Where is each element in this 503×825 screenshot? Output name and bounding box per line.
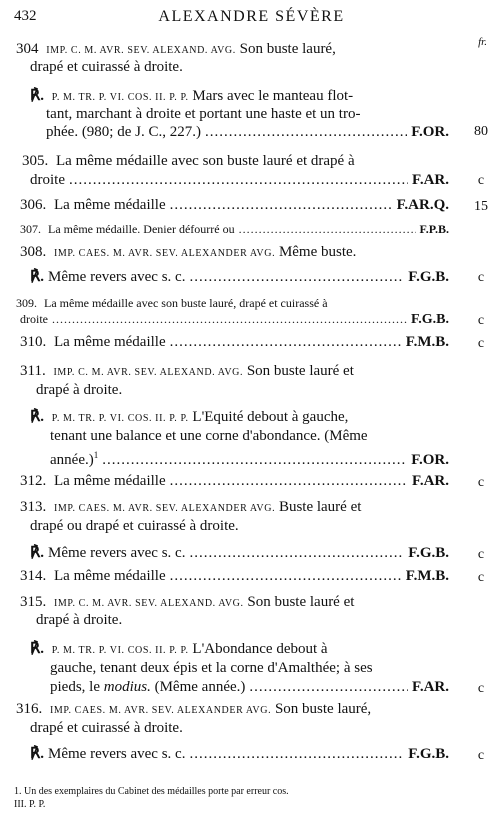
entry-315-reverse-line1 xyxy=(30,640,449,660)
entry-number: 307. xyxy=(20,222,41,236)
coin-legend: IMP. C. M. AVR. SEV. ALEXAND. AVG. xyxy=(54,598,244,609)
entry-314 xyxy=(20,567,449,585)
entry-text: La même médaille xyxy=(54,334,166,350)
entry-308-reverse xyxy=(30,268,449,286)
leader-dots xyxy=(189,745,404,763)
entry-311-reverse-line1 xyxy=(30,408,449,428)
leader-dots xyxy=(249,678,408,696)
entry-text: Même revers avec s. c. xyxy=(48,269,186,285)
entry-312 xyxy=(20,472,449,490)
entry-316-line1 xyxy=(16,700,449,720)
rarity-value: c xyxy=(477,748,485,763)
rarity-value: 15 xyxy=(474,199,488,214)
entry-number: 309. xyxy=(16,296,37,310)
metal-class: F.P.B. xyxy=(419,222,449,236)
leader-dots xyxy=(170,333,402,351)
entry-305-line1 xyxy=(22,152,449,170)
metal-class: F.OR. xyxy=(411,124,449,140)
entry-text: Même revers avec s. c. xyxy=(48,545,186,561)
entry-text: tenant une balance et une corne d'abondance. (Même xyxy=(50,428,368,444)
rarity-value: c xyxy=(477,570,485,585)
entry-313-line2 xyxy=(30,517,449,535)
entry-number: 306. xyxy=(20,197,47,213)
entry-304-reverse-line3 xyxy=(46,123,449,141)
metal-class: F.G.B. xyxy=(411,312,449,327)
entry-number: 316. xyxy=(16,701,43,717)
leader-dots xyxy=(170,472,408,490)
entry-number: 315. xyxy=(20,594,47,610)
entry-311-reverse-line2 xyxy=(50,427,449,445)
entry-text: La même médaille xyxy=(54,568,166,584)
coin-legend: IMP. C. M. AVR. SEV. ALEXAND. AVG. xyxy=(46,45,236,56)
leader-dots xyxy=(205,123,407,141)
footnote-marker: 1 xyxy=(93,450,99,460)
running-title: ALEXANDRE SÉVÈRE xyxy=(158,8,345,25)
entry-number: 308. xyxy=(20,244,47,260)
rarity-value: 80 xyxy=(474,124,488,139)
metal-class: F.G.B. xyxy=(408,269,449,285)
entry-text: année.) xyxy=(50,452,94,468)
entry-text: L'Equité debout à gauche, xyxy=(192,409,349,425)
entry-text: droite xyxy=(20,312,48,326)
leader-dots xyxy=(52,310,407,328)
entry-number: 312. xyxy=(20,473,47,489)
entry-text-italic: modius. xyxy=(103,679,151,695)
entry-text: Son buste lauré et xyxy=(247,594,355,610)
coin-legend: IMP. CAES. M. AVR. SEV. ALEXANDER AVG. xyxy=(54,503,276,514)
reverse-mark: ℟. xyxy=(30,746,45,762)
rarity-value: c xyxy=(477,270,485,285)
coin-legend: P. M. TR. P. VI. COS. II. P. P. xyxy=(51,92,189,103)
entry-number: 311. xyxy=(20,363,46,379)
coin-legend: P. M. TR. P. VI. COS. II. P. P. xyxy=(51,645,189,656)
entry-text: drapé à droite. xyxy=(36,382,123,398)
entry-311-reverse-line3 xyxy=(50,446,449,469)
entry-304-line2 xyxy=(30,58,449,76)
entry-number: 313. xyxy=(20,499,47,515)
entry-number: 304 xyxy=(16,41,39,57)
footnote-line: 1. Un des exemplaires du Cabinet des médailles porte par erreur cos. xyxy=(14,786,289,797)
entry-text: La même médaille avec son buste lauré, drapé et cuirassé à xyxy=(44,296,328,310)
column-label: fr. xyxy=(478,36,487,48)
entry-text: (Même année.) xyxy=(154,679,246,695)
entry-number: 305. xyxy=(22,153,49,169)
entry-text: drapé et cuirassé à droite. xyxy=(30,59,183,75)
reverse-mark: ℟. xyxy=(30,409,45,425)
footnote xyxy=(14,785,489,811)
entry-text: Son buste lauré et xyxy=(246,363,354,379)
rarity-value: c xyxy=(477,681,485,696)
metal-class: F.M.B. xyxy=(405,568,449,584)
entry-text: droite xyxy=(30,172,65,188)
coin-legend: IMP. C. M. AVR. SEV. ALEXAND. AVG. xyxy=(53,367,244,378)
metal-class: F.AR. xyxy=(412,679,449,695)
entry-315-line1 xyxy=(20,593,449,613)
entry-307 xyxy=(20,220,449,238)
rarity-value: c xyxy=(477,173,485,188)
metal-class: F.AR.Q. xyxy=(396,197,449,213)
entry-text: drapé ou drapé et cuirassé à droite. xyxy=(30,518,239,534)
entry-310 xyxy=(20,333,449,351)
metal-class: F.G.B. xyxy=(408,545,449,561)
entry-315-reverse-line2 xyxy=(50,659,449,677)
entry-315-reverse-line3 xyxy=(50,678,449,696)
coin-legend: P. M. TR. P. VI. COS. II. P. P. xyxy=(51,413,189,424)
entry-308 xyxy=(20,243,449,263)
entry-text: Buste lauré et xyxy=(278,499,362,515)
entry-text: gauche, tenant deux épis et la corne d'Amalthée; à ses xyxy=(50,660,373,676)
footnote-line: III. P. P. xyxy=(14,799,46,810)
rarity-value: c xyxy=(477,547,485,562)
entry-text: La même médaille avec son buste lauré et drapé à xyxy=(56,153,355,169)
rarity-value: c xyxy=(477,336,485,351)
leader-dots xyxy=(189,544,404,562)
entry-text: Mars avec le manteau flot- xyxy=(192,88,354,104)
coin-legend: IMP. CAES. M. AVR. SEV. ALEXANDER AVG. xyxy=(54,248,276,259)
metal-class: F.AR. xyxy=(412,473,449,489)
entry-text: Son buste lauré, xyxy=(274,701,372,717)
entry-text: L'Abondance debout à xyxy=(192,641,328,657)
entry-text: phée. (980; de J. C., 227.) xyxy=(46,124,201,140)
entry-313-reverse xyxy=(30,544,449,562)
entry-315-line2 xyxy=(36,611,449,629)
entry-316-reverse xyxy=(30,745,449,763)
entry-text: tant, marchant à droite et portant une haste et un tro- xyxy=(46,106,361,122)
entry-304-line1 xyxy=(16,40,449,60)
entry-text: La même médaille xyxy=(54,197,166,213)
metal-class: F.OR. xyxy=(411,452,449,468)
page-number: 432 xyxy=(14,8,37,24)
entry-309-line2 xyxy=(20,310,449,329)
entry-text: Même revers avec s. c. xyxy=(48,746,186,762)
entry-306 xyxy=(20,196,449,214)
entry-text: pieds, le xyxy=(50,679,100,695)
rarity-value: c xyxy=(477,475,485,490)
entry-text: La même médaille. Denier défourré ou xyxy=(48,222,235,236)
entry-305-line2 xyxy=(30,171,449,189)
entry-text: drapé à droite. xyxy=(36,612,123,628)
entry-text: La même médaille xyxy=(54,473,166,489)
leader-dots xyxy=(239,220,416,238)
entry-number: 314. xyxy=(20,568,47,584)
entry-311-line2 xyxy=(36,381,449,399)
leader-dots xyxy=(170,196,393,214)
entry-text: Son buste lauré, xyxy=(239,41,336,57)
rarity-value: c xyxy=(477,313,485,328)
entry-313-line1 xyxy=(20,498,449,518)
leader-dots xyxy=(102,451,407,469)
entry-number: 310. xyxy=(20,334,47,350)
leader-dots xyxy=(69,171,408,189)
coin-legend: IMP. CAES. M. AVR. SEV. ALEXANDER AVG. xyxy=(50,705,272,716)
metal-class: F.M.B. xyxy=(405,334,449,350)
metal-class: F.G.B. xyxy=(408,746,449,762)
reverse-mark: ℟. xyxy=(30,88,45,104)
entry-304-reverse-line2 xyxy=(46,105,449,123)
reverse-mark: ℟. xyxy=(30,269,45,285)
entry-304-reverse-line1 xyxy=(30,87,449,107)
reverse-mark: ℟. xyxy=(30,545,45,561)
leader-dots xyxy=(189,268,404,286)
entry-311-line1 xyxy=(20,362,449,382)
metal-class: F.AR. xyxy=(412,172,449,188)
entry-316-line2 xyxy=(30,719,449,737)
reverse-mark: ℟. xyxy=(30,641,45,657)
entry-text: drapé et cuirassé à droite. xyxy=(30,720,183,736)
entry-text: Même buste. xyxy=(278,244,357,260)
leader-dots xyxy=(170,567,402,585)
